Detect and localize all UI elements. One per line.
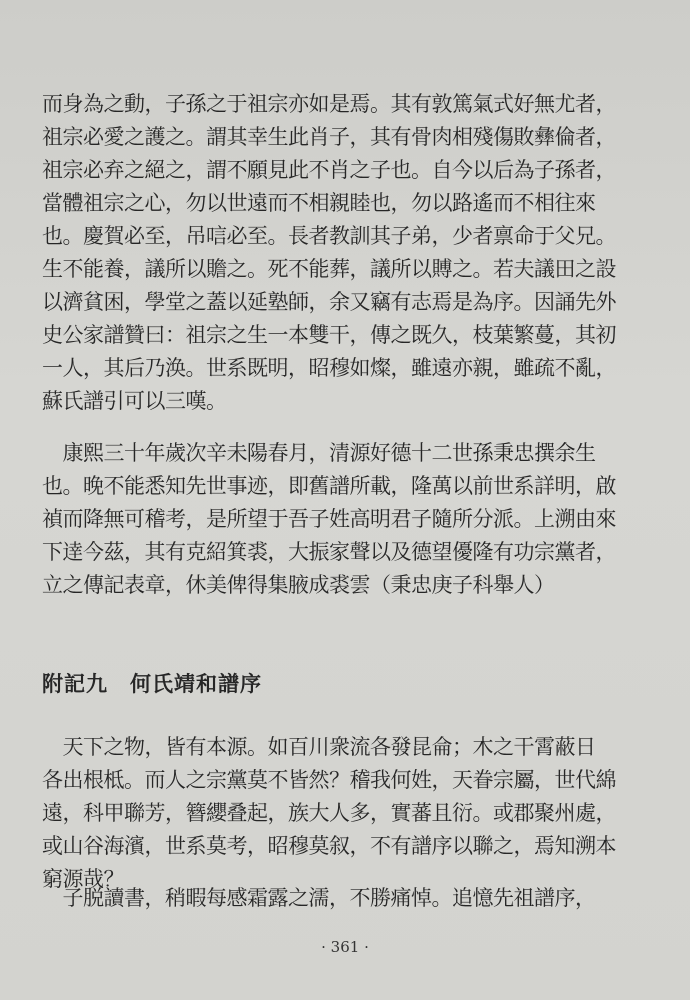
section-number: 附記九 [42, 672, 108, 696]
text-line: 或山谷海濱，世系莫考，昭穆莫叙，不有譜序以聯之，焉知溯本 [42, 834, 616, 858]
text-line: 天下之物，皆有本源。如百川衆流各發昆侖；木之干霄蔽日 [42, 735, 596, 759]
text-line: 蘇氏譜引可以三嘆。 [42, 389, 227, 413]
text-line: 康熙三十年歲次辛未陽春月，清源好德十二世孫秉忠撰余生 [42, 441, 596, 465]
text-line: 遠，科甲聯芳，簪纓叠起，族大人多，實蕃且衍。或郡聚州處， [42, 801, 616, 825]
text-line: 一人，其后乃涣。世系既明，昭穆如燦，雖遠亦親，雖疏不亂， [42, 356, 616, 380]
text-line: 當體祖宗之心，勿以世遠而不相親睦也，勿以路遙而不相往來 [42, 191, 596, 215]
text-line: 祖宗必愛之護之。謂其幸生此肖子，其有骨肉相殘傷敗彝倫者， [42, 125, 616, 149]
text-line: 以濟貧困，學堂之蓋以延塾師，余又竊有志焉是為序。因誦先外 [42, 290, 616, 314]
text-line: 生不能養，議所以贍之。死不能葬，議所以賻之。若夫議田之設 [42, 257, 616, 281]
paragraph-recollection [42, 882, 654, 915]
paragraph-kangxi [42, 437, 654, 602]
text-line: 史公家譜贊曰：祖宗之生一本雙干，傳之既久，枝葉繁蔓，其初 [42, 323, 616, 347]
paragraph-continued-preface [42, 88, 654, 418]
paragraph-origins [42, 731, 654, 896]
text-line: 也。慶賀必至，吊唁必至。長者教訓其子弟，少者禀命于父兄。 [42, 224, 616, 248]
text-line: 禎而降無可稽考，是所望于吾子姓高明君子隨所分派。上溯由來 [42, 507, 616, 531]
page-number: · 361 · [321, 938, 369, 956]
section-title: 何氏靖和譜序 [130, 672, 262, 696]
text-line: 窮源哉？ [42, 867, 124, 891]
text-line: 各出根柢。而人之宗黨莫不皆然？稽我何姓，天眷宗屬，世代綿 [42, 768, 616, 792]
text-line: 下逹今茲，其有克紹箕裘，大振家聲以及德望優隆有功宗黨者， [42, 540, 616, 564]
text-line: 子脱讀書，稍暇每感霜露之濡，不勝痛悼。追憶先祖譜序， [42, 886, 596, 910]
text-line: 也。晚不能悉知先世事迹，即舊譜所載，隆萬以前世系詳明，啟 [42, 474, 616, 498]
section-heading [42, 668, 262, 698]
text-line: 而身為之動，子孫之于祖宗亦如是焉。其有敦篤氣式好無尤者， [42, 92, 616, 116]
text-line: 祖宗必弃之絕之，謂不願見此不肖之子也。自今以后為子孫者， [42, 158, 616, 182]
text-line: 立之傳記表章，休美俾得集腋成裘雲（秉忠庚子科舉人） [42, 573, 555, 597]
